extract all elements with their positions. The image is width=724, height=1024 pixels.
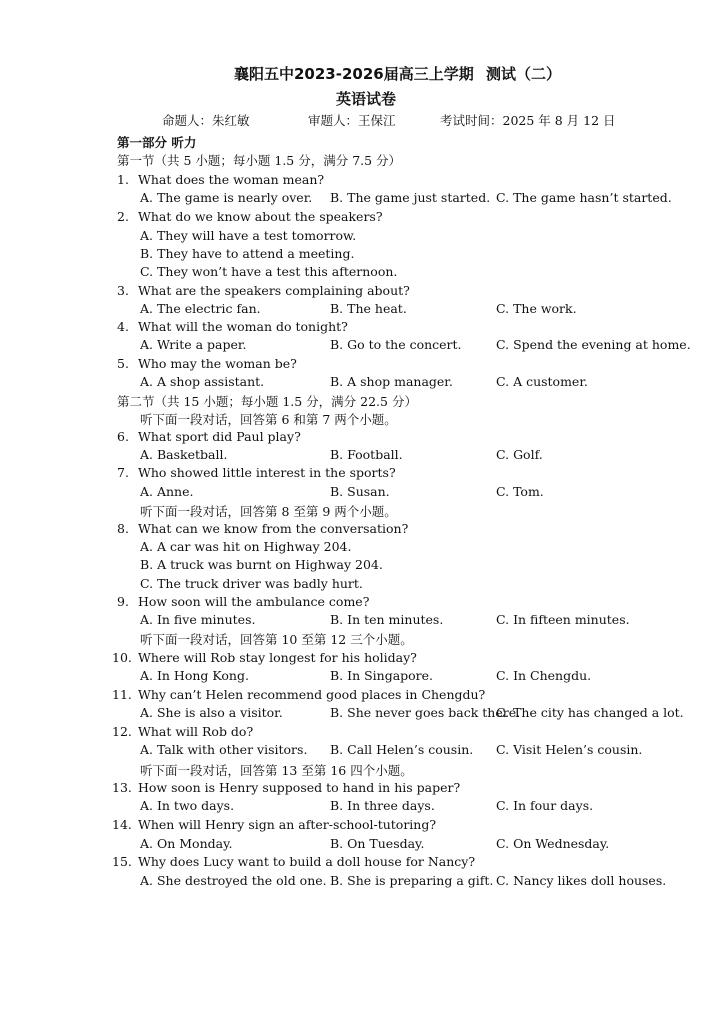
option-b: B. A truck was burnt on Highway 204. — [140, 557, 383, 572]
exam-title: 襄阳五中2023-2026届高三上学期 — [234, 65, 474, 83]
question-number: 1. — [117, 172, 129, 187]
question-number: 5. — [117, 356, 129, 371]
listening-instruction: 听下面一段对话，回答第 13 至第 16 四个小题。 — [140, 763, 413, 778]
reviewer-label: 审题人：王保江 — [308, 113, 396, 128]
question-text: What are the speakers complaining about? — [138, 283, 410, 298]
option-a: A. She destroyed the old one. — [140, 873, 327, 888]
option-a: A. She is also a visitor. — [140, 705, 283, 720]
question-number: 2. — [117, 209, 129, 224]
listening-instruction: 听下面一段对话，回答第 10 至第 12 三个小题。 — [140, 632, 413, 647]
question-text: What will the woman do tonight? — [138, 319, 348, 334]
question-text: What does the woman mean? — [138, 172, 325, 187]
option-b: B. The game just started. — [330, 190, 491, 205]
option-c: C. In fifteen minutes. — [496, 612, 630, 627]
option-a: A. Talk with other visitors. — [140, 742, 308, 757]
option-a: A. On Monday. — [140, 836, 233, 851]
question-text: When will Henry sign an after-school-tutoring? — [138, 817, 437, 832]
question-text: Who may the woman be? — [138, 356, 297, 371]
option-b: B. In ten minutes. — [330, 612, 444, 627]
option-c: C. On Wednesday. — [496, 836, 610, 851]
question-number: 9. — [117, 594, 129, 609]
option-a: A. The game is nearly over. — [140, 190, 313, 205]
option-a: A. Basketball. — [140, 447, 228, 462]
option-c: C. Nancy likes doll houses. — [496, 873, 667, 888]
option-a: A. A car was hit on Highway 204. — [140, 539, 352, 554]
option-b: B. Go to the concert. — [330, 337, 462, 352]
option-c: C. Spend the evening at home. — [496, 337, 691, 352]
option-b: B. The heat. — [330, 301, 407, 316]
option-c: C. The city has changed a lot. — [496, 705, 684, 720]
option-b: B. In three days. — [330, 798, 435, 813]
author-label: 命题人：朱红敏 — [162, 113, 250, 128]
section-1-heading: 第一节（共 5 小题；每小题 1.5 分，满分 7.5 分） — [117, 153, 402, 168]
option-a: A. Anne. — [140, 484, 194, 499]
option-b: B. In Singapore. — [330, 668, 434, 683]
option-c: C. In four days. — [496, 798, 594, 813]
question-number: 6. — [117, 429, 129, 444]
option-a: A. In Hong Kong. — [140, 668, 249, 683]
option-b: B. She never goes back there. — [330, 705, 521, 720]
exam-time: 考试时间：2025 年 8 月 12 日 — [440, 113, 616, 128]
option-a: A. In two days. — [140, 798, 235, 813]
question-number: 3. — [117, 283, 129, 298]
question-number: 10. — [112, 650, 132, 665]
option-c: C. In Chengdu. — [496, 668, 592, 683]
exam-subtitle: 英语试卷 — [336, 90, 397, 108]
option-b: B. On Tuesday. — [330, 836, 425, 851]
question-number: 12. — [112, 724, 132, 739]
option-b: B. She is preparing a gift. — [330, 873, 494, 888]
listening-instruction: 听下面一段对话，回答第 6 和第 7 两个小题。 — [140, 412, 397, 427]
option-b: B. They have to attend a meeting. — [140, 246, 355, 261]
question-text: What do we know about the speakers? — [138, 209, 383, 224]
question-text: What sport did Paul play? — [138, 429, 301, 444]
option-c: C. They won’t have a test this afternoon. — [140, 264, 398, 279]
question-text: How soon is Henry supposed to hand in his paper? — [138, 780, 461, 795]
option-a: A. The electric fan. — [140, 301, 261, 316]
option-a: A. A shop assistant. — [140, 374, 265, 389]
question-text: How soon will the ambulance come? — [138, 594, 370, 609]
question-text: What can we know from the conversation? — [138, 521, 409, 536]
option-b: B. A shop manager. — [330, 374, 453, 389]
question-number: 7. — [117, 465, 129, 480]
question-text: Why does Lucy want to build a doll house for Nancy? — [138, 854, 476, 869]
option-b: B. Susan. — [330, 484, 390, 499]
question-text: What will Rob do? — [138, 724, 254, 739]
question-number: 15. — [112, 854, 132, 869]
question-number: 13. — [112, 780, 132, 795]
option-c: C. The truck driver was badly hurt. — [140, 576, 363, 591]
listening-instruction: 听下面一段对话，回答第 8 至第 9 两个小题。 — [140, 504, 397, 519]
option-b: B. Football. — [330, 447, 403, 462]
exam-title-suffix: 测试（二） — [486, 65, 562, 83]
question-text: Why can’t Helen recommend good places in Chengdu? — [138, 687, 486, 702]
option-a: A. In five minutes. — [140, 612, 256, 627]
question-number: 8. — [117, 521, 129, 536]
option-c: C. Tom. — [496, 484, 544, 499]
section-2-heading: 第二节（共 15 小题；每小题 1.5 分，满分 22.5 分） — [117, 394, 417, 409]
question-text: Where will Rob stay longest for his holiday? — [138, 650, 417, 665]
option-c: C. The work. — [496, 301, 577, 316]
question-text: Who showed little interest in the sports? — [138, 465, 396, 480]
option-c: C. A customer. — [496, 374, 588, 389]
question-number: 11. — [112, 687, 132, 702]
option-c: C. Visit Helen’s cousin. — [496, 742, 643, 757]
option-c: C. Golf. — [496, 447, 543, 462]
part-title: 第一部分 听力 — [117, 135, 197, 150]
option-a: A. They will have a test tomorrow. — [140, 228, 357, 243]
question-number: 14. — [112, 817, 132, 832]
option-b: B. Call Helen’s cousin. — [330, 742, 474, 757]
option-a: A. Write a paper. — [140, 337, 247, 352]
option-c: C. The game hasn’t started. — [496, 190, 672, 205]
question-number: 4. — [117, 319, 129, 334]
